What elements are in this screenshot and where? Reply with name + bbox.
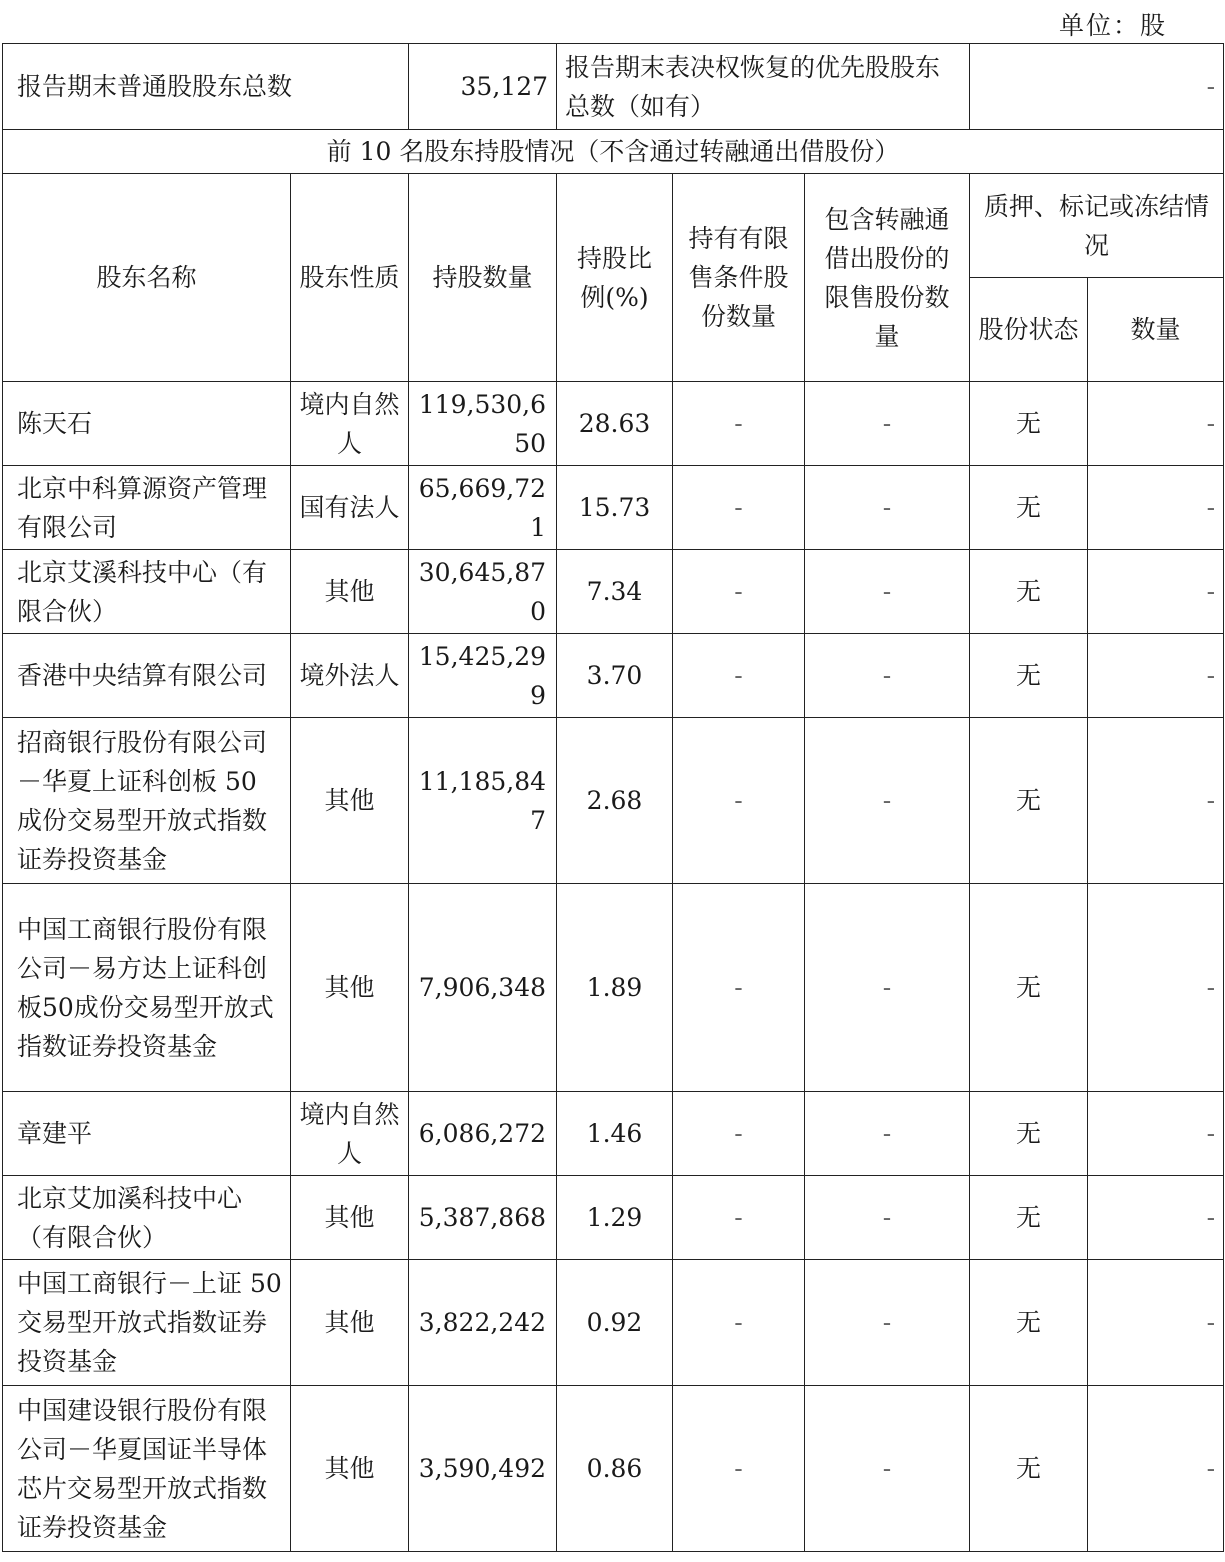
table-row [3,1176,1224,1260]
shareholding-ratio: 3.70 [557,634,673,718]
shareholder-name: 招商银行股份有限公司－华夏上证科创板 50 成份交易型开放式指数证券投资基金 [3,718,291,884]
shareholding: 3,822,242 [409,1260,557,1386]
shareholding: 3,590,492 [409,1386,557,1552]
lent-restricted-shares: - [805,884,970,1092]
shareholding: 65,669,721 [409,466,557,550]
shareholding-ratio: 0.86 [557,1386,673,1552]
section-title-row [3,130,1224,174]
table-row [3,1386,1224,1552]
restricted-shares: - [673,1092,805,1176]
preferred-shareholders-value: - [970,44,1224,130]
summary-row [3,44,1224,130]
shareholder-nature: 其他 [291,550,409,634]
lent-restricted-shares: - [805,466,970,550]
shareholder-nature: 其他 [291,1176,409,1260]
shareholder-nature: 境内自然人 [291,1092,409,1176]
shareholding-ratio: 28.63 [557,382,673,466]
table-row [3,634,1224,718]
header-nature: 股东性质 [291,174,409,382]
pledge-status: 无 [970,1386,1088,1552]
header-restricted: 持有有限售条件股份数量 [673,174,805,382]
pledge-status: 无 [970,718,1088,884]
section-title: 前 10 名股东持股情况（不含通过转融通出借股份） [3,130,1224,174]
unit-label: 单位：股 [1058,11,1167,40]
header-pledge-qty: 数量 [1088,278,1224,382]
header-name: 股东名称 [3,174,291,382]
restricted-shares: - [673,718,805,884]
lent-restricted-shares: - [805,550,970,634]
shareholding-ratio: 7.34 [557,550,673,634]
shareholder-nature: 境外法人 [291,634,409,718]
shareholder-name: 陈天石 [3,382,291,466]
total-shareholders-value: 35,127 [409,44,557,130]
pledge-qty: - [1088,884,1224,1092]
header-pledge-status: 股份状态 [970,278,1088,382]
shareholder-name: 中国工商银行－上证 50 交易型开放式指数证券投资基金 [3,1260,291,1386]
pledge-qty: - [1088,1386,1224,1552]
header-ratio: 持股比例(%) [557,174,673,382]
shareholder-nature: 境内自然人 [291,382,409,466]
shareholding-ratio: 1.89 [557,884,673,1092]
table-row [3,1260,1224,1386]
shareholder-nature: 国有法人 [291,466,409,550]
shareholding: 7,906,348 [409,884,557,1092]
shareholding-ratio: 15.73 [557,466,673,550]
restricted-shares: - [673,550,805,634]
header-row [3,174,1224,278]
shareholder-name: 中国工商银行股份有限公司－易方达上证科创板50成份交易型开放式指数证券投资基金 [3,884,291,1092]
total-shareholders-label: 报告期末普通股股东总数 [3,44,409,130]
pledge-qty: - [1088,1176,1224,1260]
shareholding: 119,530,650 [409,382,557,466]
shareholding-ratio: 1.29 [557,1176,673,1260]
lent-restricted-shares: - [805,1386,970,1552]
pledge-status: 无 [970,1092,1088,1176]
pledge-qty: - [1088,718,1224,884]
table-row [3,884,1224,1092]
pledge-status: 无 [970,466,1088,550]
shareholding: 5,387,868 [409,1176,557,1260]
table-row [3,1092,1224,1176]
pledge-qty: - [1088,1092,1224,1176]
shareholding-ratio: 2.68 [557,718,673,884]
shareholder-nature: 其他 [291,1386,409,1552]
lent-restricted-shares: - [805,718,970,884]
pledge-status: 无 [970,382,1088,466]
lent-restricted-shares: - [805,1176,970,1260]
shareholder-name: 章建平 [3,1092,291,1176]
restricted-shares: - [673,466,805,550]
restricted-shares: - [673,1260,805,1386]
lent-restricted-shares: - [805,634,970,718]
lent-restricted-shares: - [805,1092,970,1176]
shareholder-table [2,43,1224,1552]
header-shares: 持股数量 [409,174,557,382]
pledge-status: 无 [970,1176,1088,1260]
restricted-shares: - [673,382,805,466]
shareholding-ratio: 1.46 [557,1092,673,1176]
lent-restricted-shares: - [805,1260,970,1386]
pledge-qty: - [1088,634,1224,718]
table-row [3,466,1224,550]
restricted-shares: - [673,1176,805,1260]
preferred-shareholders-label: 报告期末表决权恢复的优先股股东总数（如有） [557,44,970,130]
restricted-shares: - [673,634,805,718]
pledge-qty: - [1088,550,1224,634]
shareholding: 6,086,272 [409,1092,557,1176]
pledge-status: 无 [970,634,1088,718]
pledge-qty: - [1088,466,1224,550]
shareholder-name: 中国建设银行股份有限公司－华夏国证半导体芯片交易型开放式指数证券投资基金 [3,1386,291,1552]
shareholding: 15,425,299 [409,634,557,718]
shareholding-ratio: 0.92 [557,1260,673,1386]
shareholder-nature: 其他 [291,718,409,884]
table-row [3,550,1224,634]
restricted-shares: - [673,884,805,1092]
pledge-status: 无 [970,884,1088,1092]
table-row [3,718,1224,884]
shareholder-nature: 其他 [291,1260,409,1386]
shareholder-name: 香港中央结算有限公司 [3,634,291,718]
shareholder-name: 北京艾加溪科技中心（有限合伙） [3,1176,291,1260]
shareholding: 11,185,847 [409,718,557,884]
shareholding: 30,645,870 [409,550,557,634]
pledge-status: 无 [970,1260,1088,1386]
table-row [3,382,1224,466]
shareholder-name: 北京艾溪科技中心（有限合伙） [3,550,291,634]
pledge-status: 无 [970,550,1088,634]
pledge-qty: - [1088,382,1224,466]
restricted-shares: - [673,1386,805,1552]
header-pledge-group: 质押、标记或冻结情况 [970,174,1224,278]
shareholder-name: 北京中科算源资产管理有限公司 [3,466,291,550]
header-lent: 包含转融通借出股份的限售股份数量 [805,174,970,382]
pledge-qty: - [1088,1260,1224,1386]
lent-restricted-shares: - [805,382,970,466]
shareholder-nature: 其他 [291,884,409,1092]
